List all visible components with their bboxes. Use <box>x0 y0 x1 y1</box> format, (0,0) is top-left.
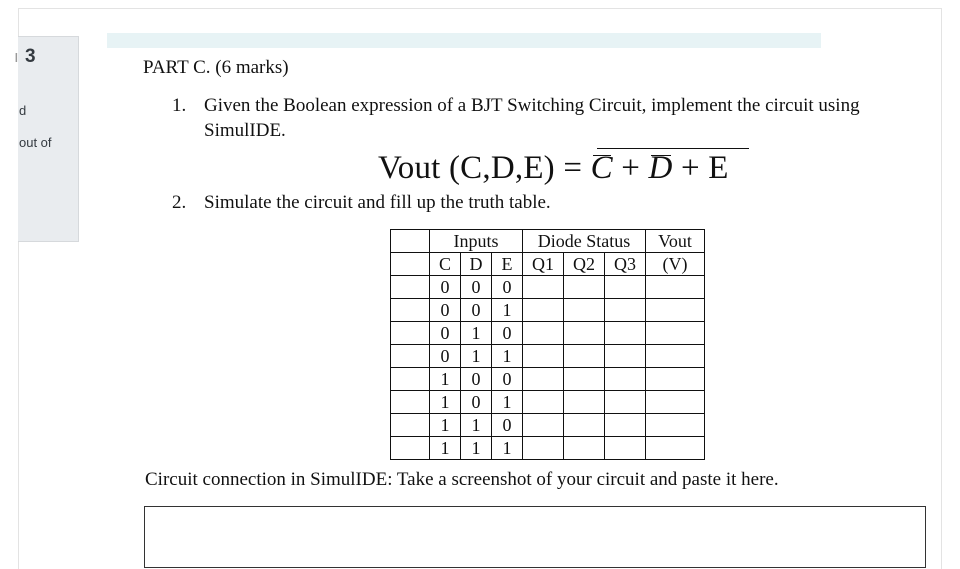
header-c: C <box>430 253 461 276</box>
cell-q1 <box>523 322 564 345</box>
cell-q1 <box>523 368 564 391</box>
row-label-cell <box>391 414 430 437</box>
cell-q3 <box>605 299 646 322</box>
part-title: PART C. (6 marks) <box>143 57 289 78</box>
item-2-text: Simulate the circuit and fill up the truth table. <box>204 192 551 213</box>
expression-overbar <box>597 148 749 149</box>
header-q3: Q3 <box>605 253 646 276</box>
inputs-header: Inputs <box>430 230 523 253</box>
cell-q1 <box>523 345 564 368</box>
cell-c: 1 <box>430 414 461 437</box>
row-label-cell <box>391 368 430 391</box>
cell-c: 1 <box>430 368 461 391</box>
cell-q2 <box>564 276 605 299</box>
cell-q1 <box>523 276 564 299</box>
diode-status-header: Diode Status <box>523 230 646 253</box>
cell-q2 <box>564 322 605 345</box>
cell-c: 0 <box>430 345 461 368</box>
cell-e: 1 <box>492 299 523 322</box>
question-info-panel <box>14 36 79 242</box>
expression-plus-2: + E <box>672 150 729 186</box>
cell-e: 1 <box>492 345 523 368</box>
table-row <box>391 368 705 391</box>
cell-d: 1 <box>461 437 492 460</box>
row-label-cell <box>391 345 430 368</box>
cell-e: 0 <box>492 368 523 391</box>
cell-vout <box>646 437 705 460</box>
cell-q2 <box>564 414 605 437</box>
cell-q2 <box>564 391 605 414</box>
cell-q3 <box>605 322 646 345</box>
cell-q1 <box>523 299 564 322</box>
expression-lhs: Vout (C,D,E) = <box>378 150 591 186</box>
truth-table <box>390 229 705 460</box>
cell-c: 0 <box>430 322 461 345</box>
cell-d: 0 <box>461 391 492 414</box>
cell-d: 0 <box>461 276 492 299</box>
header-vout-unit: (V) <box>646 253 705 276</box>
cell-c: 0 <box>430 299 461 322</box>
cell-d: 1 <box>461 322 492 345</box>
cell-e: 1 <box>492 437 523 460</box>
table-row <box>391 299 705 322</box>
cell-vout <box>646 414 705 437</box>
cell-q1 <box>523 414 564 437</box>
cell-q3 <box>605 437 646 460</box>
table-row <box>391 391 705 414</box>
cell-e: 0 <box>492 322 523 345</box>
cell-e: 0 <box>492 414 523 437</box>
cell-d: 0 <box>461 368 492 391</box>
table-row <box>391 276 705 299</box>
table-group-header-row <box>391 230 705 253</box>
cell-vout <box>646 299 705 322</box>
vout-header: Vout <box>646 230 705 253</box>
row-label-cell <box>391 322 430 345</box>
item-1-text-line2: SimulIDE. <box>204 120 286 141</box>
question-status: d <box>19 103 27 118</box>
header-q2: Q2 <box>564 253 605 276</box>
cell-d: 0 <box>461 299 492 322</box>
table-sub-header-row <box>391 253 705 276</box>
cell-d: 1 <box>461 345 492 368</box>
item-1-text-line1: Given the Boolean expression of a BJT Switching Circuit, implement the circuit using <box>204 95 860 116</box>
cell-q3 <box>605 391 646 414</box>
row-label-cell <box>391 299 430 322</box>
cell-vout <box>646 391 705 414</box>
cell-q2 <box>564 345 605 368</box>
cell-vout <box>646 322 705 345</box>
answer-box[interactable] <box>144 506 926 568</box>
cell-q2 <box>564 437 605 460</box>
boolean-expression <box>378 150 729 187</box>
table-row <box>391 437 705 460</box>
cell-c: 0 <box>430 276 461 299</box>
cell-q3 <box>605 414 646 437</box>
expression-plus-1: + <box>612 150 649 186</box>
row-label-cell <box>391 437 430 460</box>
cell-q2 <box>564 299 605 322</box>
item-1-number: 1. <box>172 95 187 116</box>
circuit-connection-label: Circuit connection in SimulIDE: Take a screenshot of your circuit and paste it here. <box>145 469 779 490</box>
cell-e: 1 <box>492 391 523 414</box>
cell-vout <box>646 345 705 368</box>
cell-c: 1 <box>430 437 461 460</box>
header-q1: Q1 <box>523 253 564 276</box>
table-row <box>391 414 705 437</box>
cell-c: 1 <box>430 391 461 414</box>
header-e: E <box>492 253 523 276</box>
expression-d-bar: D <box>648 150 673 186</box>
cell-vout <box>646 368 705 391</box>
item-2-number: 2. <box>172 192 187 213</box>
row-label-cell <box>391 253 430 276</box>
row-label-cell <box>391 391 430 414</box>
cell-q3 <box>605 368 646 391</box>
cell-q1 <box>523 391 564 414</box>
cell-vout <box>646 276 705 299</box>
cell-e: 0 <box>492 276 523 299</box>
expression-c-bar: C <box>590 150 613 186</box>
question-number-prefix: ı <box>14 47 19 66</box>
cell-q1 <box>523 437 564 460</box>
table-row <box>391 345 705 368</box>
header-d: D <box>461 253 492 276</box>
table-row <box>391 322 705 345</box>
question-number: 3 <box>25 46 36 67</box>
cell-d: 1 <box>461 414 492 437</box>
row-label-cell <box>391 276 430 299</box>
table-corner-cell <box>391 230 430 253</box>
question-grade: out of <box>19 135 52 150</box>
cell-q3 <box>605 345 646 368</box>
cell-q2 <box>564 368 605 391</box>
cell-q3 <box>605 276 646 299</box>
